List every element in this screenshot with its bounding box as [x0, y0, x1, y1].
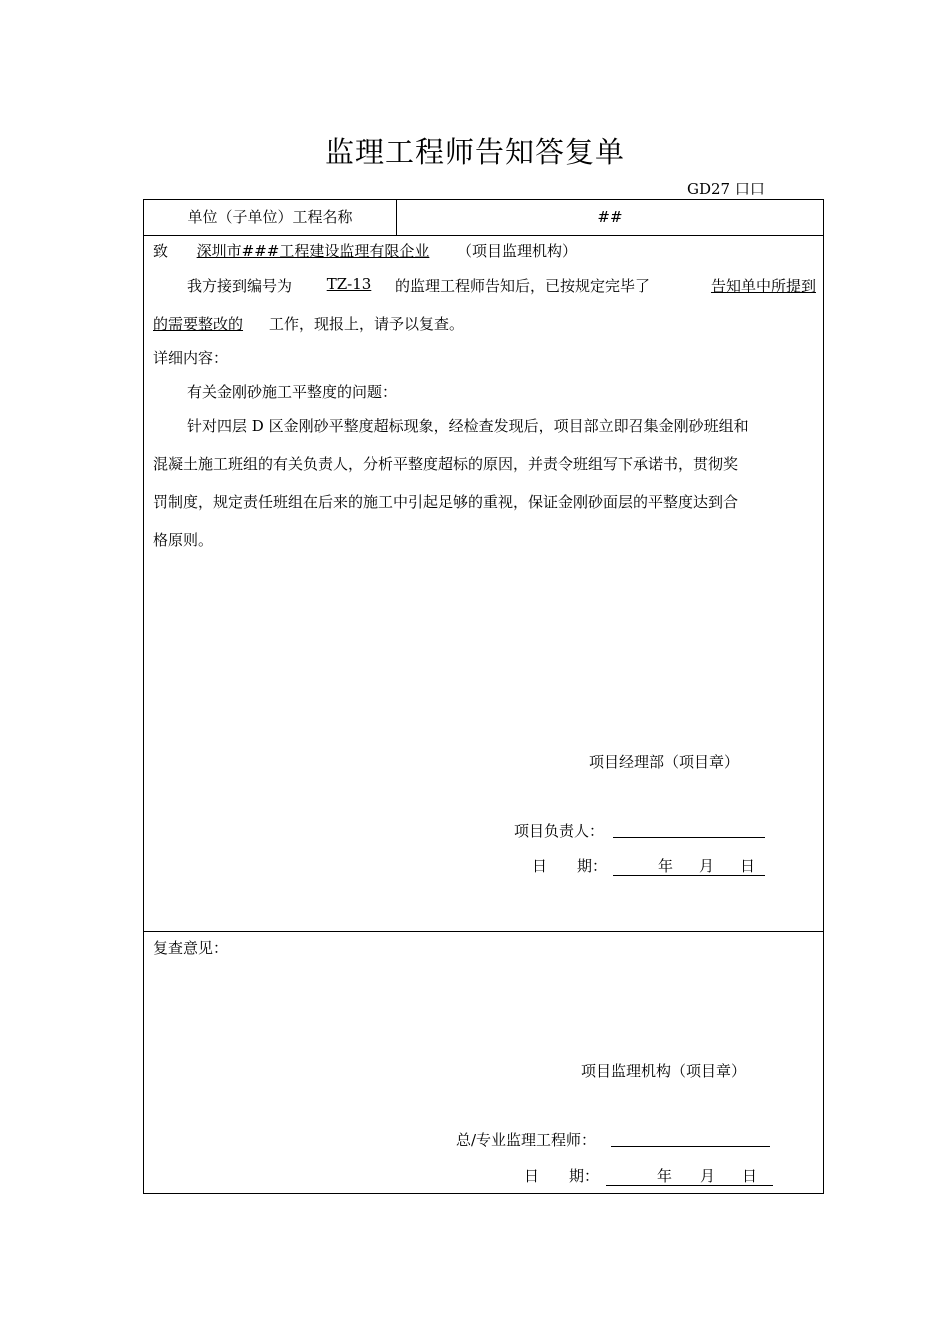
- document-title: 监理工程师告知答复单: [324, 135, 625, 169]
- notice-number: TZ-13: [326, 275, 372, 293]
- review-date-label: 日 期：: [524, 1167, 600, 1185]
- to-organization: 深圳市###工程建设监理有限企业: [196, 242, 430, 260]
- supervision-engineer-signature-line: [611, 1146, 770, 1147]
- detail-line-2: 混凝土施工班组的有关负责人，分析平整度超标的原因，并责令班组写下承诺书，贯彻奖: [153, 455, 739, 473]
- review-day-label: 日: [742, 1167, 758, 1185]
- project-manager-stamp: 项目经理部（项目章）: [589, 753, 740, 771]
- detail-label: 详细内容：: [153, 349, 229, 367]
- form-table: [143, 199, 824, 1194]
- project-name-row: [144, 200, 823, 236]
- date-line: [613, 855, 765, 876]
- day-label: 日: [740, 857, 756, 875]
- detail-line-4: 格原则。: [153, 531, 214, 549]
- section-divider: [144, 931, 823, 932]
- reply-text-part3: 工作，现报上，请予以复查。: [269, 315, 465, 333]
- supervision-stamp: 项目监理机构（项目章）: [581, 1062, 747, 1080]
- detail-line-3: 罚制度，规定责任班组在后来的施工中引起足够的重视，保证金刚砂面层的平整度达到合: [153, 493, 739, 511]
- project-name-label: 单位（子单位）工程名称: [144, 200, 397, 235]
- completed-item-part1: 告知单中所提到: [710, 277, 816, 295]
- completed-item-part2: 的需要整改的: [153, 315, 244, 333]
- supervision-engineer-label: 总/专业监理工程师：: [456, 1131, 597, 1149]
- review-date-line: [606, 1165, 773, 1186]
- review-year-label: 年: [657, 1167, 673, 1185]
- project-lead-label: 项目负责人：: [514, 822, 605, 840]
- form-code: GD27 口口: [687, 180, 765, 198]
- to-prefix: 致: [153, 242, 169, 260]
- month-label: 月: [699, 857, 715, 875]
- reply-text-part2: 的监理工程师告知后，已按规定完毕了: [395, 277, 651, 295]
- project-lead-signature-line: [613, 837, 765, 838]
- review-opinion-label: 复查意见：: [153, 939, 229, 957]
- project-name-value: ##: [597, 208, 623, 226]
- to-suffix: （项目监理机构）: [457, 242, 578, 260]
- reply-text-part1: 我方接到编号为: [187, 277, 293, 295]
- detail-line-1: 针对四层 D 区金刚砂平整度超标现象，经检查发现后，项目部立即召集金刚砂班组和: [187, 417, 749, 435]
- year-label: 年: [658, 857, 674, 875]
- review-month-label: 月: [700, 1167, 716, 1185]
- detail-heading: 有关金刚砂施工平整度的问题：: [187, 383, 398, 401]
- date-label: 日 期：: [532, 857, 608, 875]
